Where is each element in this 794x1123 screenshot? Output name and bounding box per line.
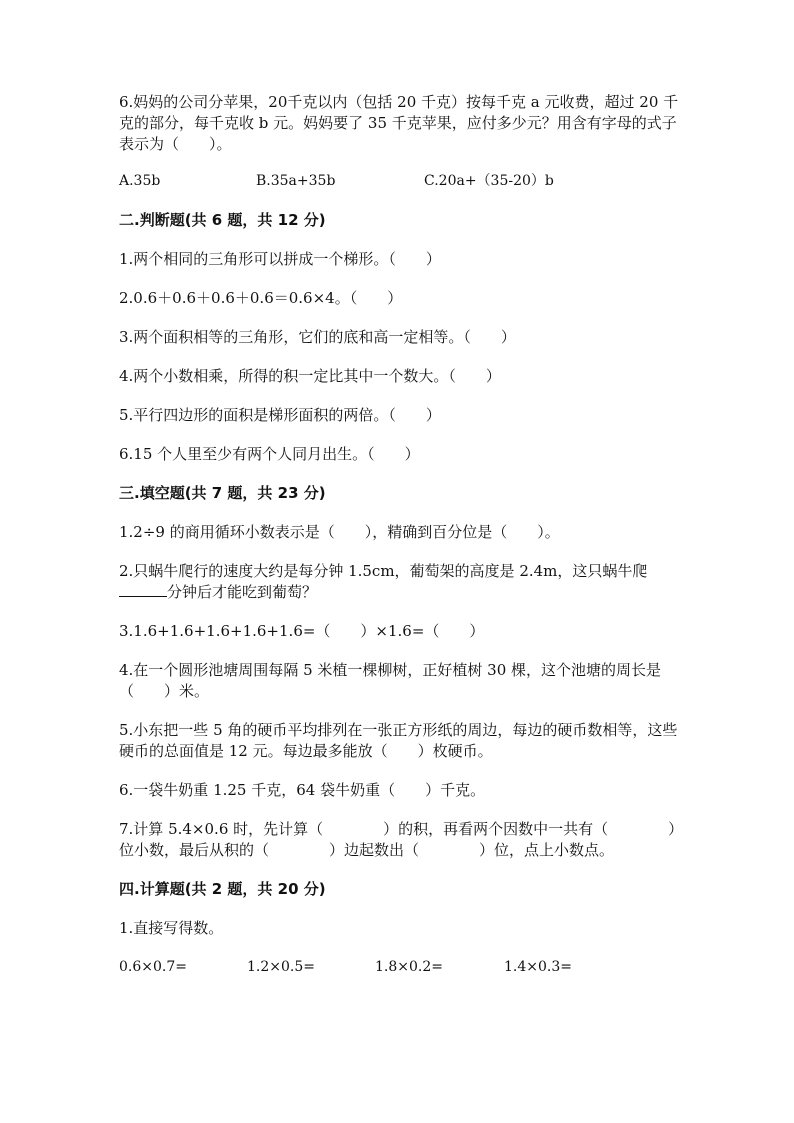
choice-question-6: 6.妈妈的公司分苹果，20千克以内（包括 20 千克）按每千克 a 元收费，超过 20 千克的部分，每千克收 b 元。妈妈要了 35 千克苹果，应付多少元？用含有字母的式子表示为（ ）。 bbox=[119, 93, 679, 153]
document-page bbox=[119, 92, 679, 978]
judgement-item: 4.两个小数相乘，所得的积一定比其中一个数大。（ ） bbox=[119, 367, 501, 385]
fill-in-item: 4.在一个圆形池塘周围每隔 5 米植一棵柳树，正好植树 30 棵，这个池塘的周长是（ ）米。 bbox=[119, 661, 662, 700]
answer-blank-line[interactable] bbox=[119, 582, 167, 597]
option-a[interactable]: A.35b bbox=[119, 173, 161, 189]
section-title-fill-in: 三.填空题(共 7 题，共 23 分) bbox=[119, 484, 326, 502]
calc-question-label: 1.直接写得数。 bbox=[119, 919, 224, 937]
judgement-item: 1.两个相同的三角形可以拼成一个梯形。（ ） bbox=[119, 250, 441, 268]
judgement-item: 6.15 个人里至少有两个人同月出生。（ ） bbox=[119, 445, 420, 463]
section-title-judgement: 二.判断题(共 6 题，共 12 分) bbox=[119, 211, 326, 229]
fill-in-item-2 bbox=[119, 561, 679, 603]
fill-in-item: 1.2÷9 的商用循环小数表示是（ ），精确到百分位是（ ）。 bbox=[119, 523, 560, 541]
judgement-item: 5.平行四边形的面积是梯形面积的两倍。（ ） bbox=[119, 406, 441, 424]
calc-row bbox=[119, 957, 679, 978]
fill-in-item: 7.计算 5.4×0.6 时，先计算（ ）的积，再看两个因数中一共有（ ）位小数，最后从积的（ ）边起数出（ ）位，点上小数点。 bbox=[119, 820, 676, 859]
option-b[interactable]: B.35a+35b bbox=[256, 173, 336, 189]
choice-options bbox=[119, 171, 679, 192]
judgement-item: 2.0.6＋0.6＋0.6＋0.6＝0.6×4。（ ） bbox=[119, 289, 403, 307]
fill-in-item-2-line1: 2.只蜗牛爬行的速度大约是每分钟 1.5cm，葡萄架的高度是 2.4m，这只蜗牛爬 bbox=[119, 562, 648, 580]
calc-item: 1.4×0.3= bbox=[504, 959, 572, 975]
fill-in-item: 5.小东把一些 5 角的硬币平均排列在一张正方形纸的周边，每边的硬币数相等，这些硬币的总面值是 12 元。每边最多能放（ ）枚硬币。 bbox=[119, 721, 678, 760]
calc-item: 1.8×0.2= bbox=[375, 959, 443, 975]
fill-in-item-2-line2: 分钟后才能吃到葡萄？ bbox=[119, 582, 679, 603]
fill-in-item: 6.一袋牛奶重 1.25 千克，64 袋牛奶重（ ）千克。 bbox=[119, 781, 486, 799]
judgement-item: 3.两个面积相等的三角形，它们的底和高一定相等。（ ） bbox=[119, 328, 516, 346]
section-title-calculation: 四.计算题(共 2 题，共 20 分) bbox=[119, 880, 326, 898]
option-c[interactable]: C.20a+（35-20）b bbox=[424, 173, 554, 189]
fill-in-item: 3.1.6+1.6+1.6+1.6+1.6=（ ）×1.6=（ ） bbox=[119, 622, 485, 640]
calc-item: 0.6×0.7= bbox=[119, 959, 187, 975]
calc-item: 1.2×0.5= bbox=[247, 959, 315, 975]
